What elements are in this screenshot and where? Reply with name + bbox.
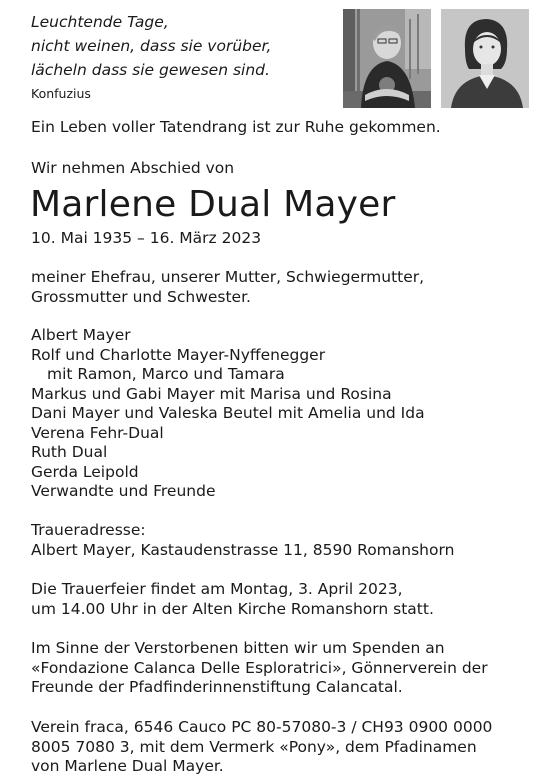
quote-line: lächeln dass sie gewesen sind. bbox=[31, 61, 270, 79]
portrait-photo-elderly-image bbox=[343, 9, 431, 108]
bank-line: Verein fraca, 6546 Cauco PC 80-57080-3 / CH93 0900 0000 bbox=[31, 718, 493, 736]
mourner: mit Ramon, Marco und Tamara bbox=[47, 365, 285, 383]
deceased-name: Marlene Dual Mayer bbox=[30, 184, 396, 225]
address-value: Albert Mayer, Kastaudenstrasse 11, 8590 Romanshorn bbox=[31, 540, 455, 559]
mourner: Ruth Dual bbox=[31, 443, 108, 461]
donation-line: Freunde der Pfadfinderinnenstiftung Calancatal. bbox=[31, 678, 403, 696]
mourner: Markus und Gabi Mayer mit Marisa und Rosina bbox=[31, 384, 392, 403]
quote-block bbox=[31, 10, 321, 101]
ceremony-line: um 14.00 Uhr in der Alten Kirche Romanshorn statt. bbox=[31, 599, 434, 618]
donation-line: «Fondazione Calanca Delle Esploratrici», Gönnerverein der bbox=[31, 658, 488, 677]
donation-block bbox=[31, 639, 488, 698]
bank-line: von Marlene Dual Mayer. bbox=[31, 757, 224, 775]
bank-block bbox=[31, 718, 492, 777]
quote-line: nicht weinen, dass sie vorüber, bbox=[31, 37, 272, 55]
quote-line: Leuchtende Tage, bbox=[31, 13, 169, 31]
mourner: Rolf und Charlotte Mayer-Nyffenegger bbox=[31, 345, 326, 364]
ceremony-line: Die Trauerfeier findet am Montag, 3. April 2023, bbox=[31, 580, 403, 598]
portrait-photo-elderly bbox=[343, 9, 431, 108]
address-label: Traueradresse: bbox=[31, 521, 146, 539]
relation-line: Grossmutter und Schwester. bbox=[31, 287, 251, 306]
bank-line: 8005 7080 3, mit dem Vermerk «Pony», dem Pfadinamen bbox=[31, 737, 477, 756]
relation-text bbox=[31, 268, 424, 307]
ceremony-block bbox=[31, 580, 434, 619]
address-block bbox=[31, 521, 454, 560]
portrait-photo-young-image bbox=[441, 9, 529, 108]
portrait-photo-young bbox=[441, 9, 529, 108]
donation-line: Im Sinne der Verstorbenen bitten wir um Spenden an bbox=[31, 639, 445, 657]
mourner: Dani Mayer und Valeska Beutel mit Amelia und Ida bbox=[31, 404, 425, 422]
mourner: Verwandte und Freunde bbox=[31, 482, 216, 500]
relation-line: meiner Ehefrau, unserer Mutter, Schwiegermutter, bbox=[31, 268, 425, 286]
mourner: Gerda Leipold bbox=[31, 462, 139, 481]
farewell-text: Wir nehmen Abschied von bbox=[31, 159, 235, 177]
mourner: Albert Mayer bbox=[31, 326, 131, 344]
mourner: Verena Fehr-Dual bbox=[31, 423, 164, 442]
mourners-list bbox=[31, 326, 425, 502]
life-dates: 10. Mai 1935 – 16. März 2023 bbox=[31, 229, 262, 247]
quote-author: Konfuzius bbox=[31, 86, 91, 101]
intro-text: Ein Leben voller Tatendrang ist zur Ruhe gekommen. bbox=[31, 118, 441, 136]
